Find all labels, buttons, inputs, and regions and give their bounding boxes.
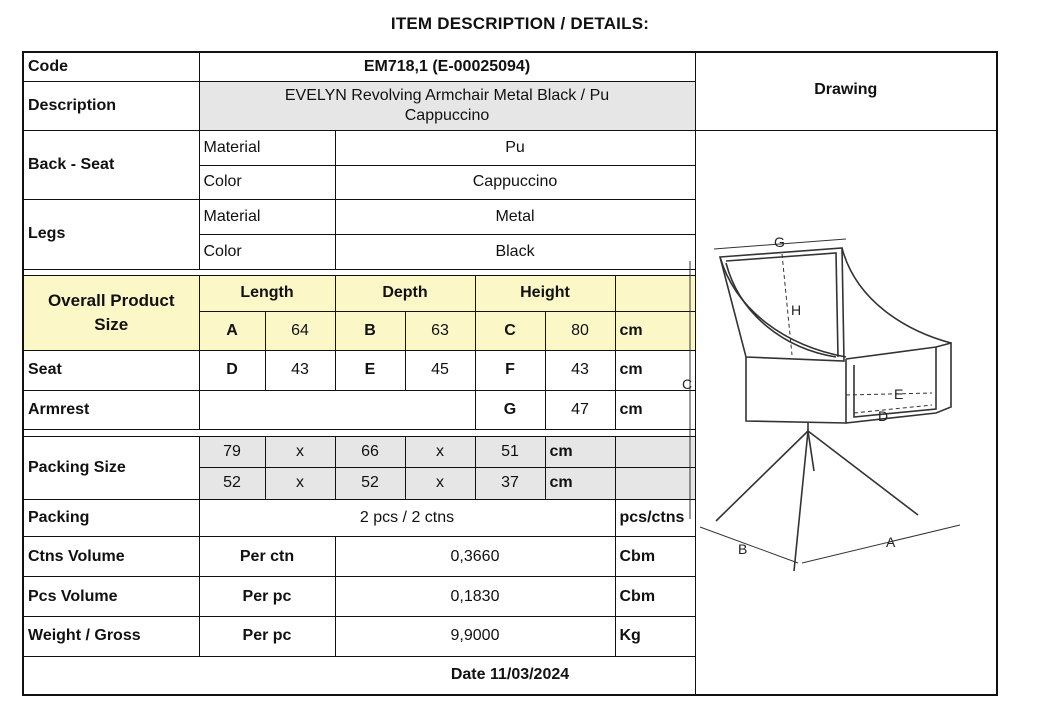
back-seat-material-row [23, 130, 997, 165]
drawing-label-d: D [877, 407, 888, 424]
packing-size-label: Packing Size [23, 436, 199, 499]
dim-g-value: 47 [545, 390, 615, 430]
legs-material-label: Material [199, 200, 335, 235]
dim-b-line [700, 527, 798, 563]
armchair-drawing [681, 131, 998, 661]
back-seat-material-value: Pu [335, 130, 695, 165]
dim-e-value: 45 [405, 351, 475, 391]
code-value: EM718,1 (E-00025094) [199, 52, 695, 82]
armrest-unit: cm [615, 390, 695, 430]
dim-a-line [802, 525, 960, 563]
pack1-x2: x [405, 436, 475, 468]
dim-e-line [846, 393, 932, 395]
drawing-label-a: A [885, 533, 895, 550]
legs-color-value: Black [335, 234, 695, 269]
length-header: Length [199, 275, 335, 312]
dim-a-letter: A [199, 312, 265, 351]
armrest-blank [199, 390, 475, 430]
pack1-blank [615, 436, 695, 468]
ctns-volume-value: 0,3660 [335, 537, 615, 577]
pcs-volume-unit: Cbm [615, 577, 695, 617]
weight-per: Per pc [199, 616, 335, 656]
back-seat-color-value: Cappuccino [335, 165, 695, 200]
weight-unit: Kg [615, 616, 695, 656]
chair-arm-left [720, 257, 846, 357]
pcs-volume-value: 0,1830 [335, 577, 615, 617]
chair-front-side [746, 357, 846, 423]
dim-e-letter: E [335, 351, 405, 391]
item-details-table [22, 51, 998, 696]
seat-label: Seat [23, 351, 199, 391]
pack1-v3: 51 [475, 436, 545, 468]
pack2-x1: x [265, 468, 335, 500]
packing-label: Packing [23, 499, 199, 537]
code-label: Code [23, 52, 199, 82]
drawing-label-b: B [737, 540, 747, 557]
dim-f-letter: F [475, 351, 545, 391]
pcs-volume-label: Pcs Volume [23, 577, 199, 617]
description-line-2: Cappuccino [404, 107, 490, 124]
leg-left [716, 431, 808, 521]
sheet-title: ITEM DESCRIPTION / DETAILS: [390, 14, 650, 33]
dim-c-value: 80 [545, 312, 615, 351]
drawing-label-c: C [681, 375, 692, 392]
pcs-volume-per: Per pc [199, 577, 335, 617]
pack1-v1: 79 [199, 436, 265, 468]
dim-f-value: 43 [545, 351, 615, 391]
legs-label: Legs [23, 200, 199, 269]
dim-d-value: 43 [265, 351, 335, 391]
seat-unit: cm [615, 351, 695, 391]
dim-c-letter: C [475, 312, 545, 351]
description-value [199, 82, 695, 131]
dim-d-line [854, 405, 932, 413]
chair-back-frame [720, 248, 844, 361]
leg-back [808, 431, 814, 471]
legs-color-label: Color [199, 234, 335, 269]
pack2-v2: 52 [335, 468, 405, 500]
dim-g-letter: G [475, 390, 545, 430]
height-header: Height [475, 275, 615, 312]
dim-a-value: 64 [265, 312, 335, 351]
chair-seat-inner [854, 347, 936, 417]
ctns-volume-unit: Cbm [615, 537, 695, 577]
drawing-label: Drawing [695, 52, 997, 130]
legs-material-value: Metal [335, 200, 695, 235]
drawing-area [681, 130, 997, 695]
pack2-x2: x [405, 468, 475, 500]
dim-b-letter: B [335, 312, 405, 351]
dim-d-letter: D [199, 351, 265, 391]
description-line-1: EVELYN Revolving Armchair Metal Black / Pu [284, 87, 610, 104]
packing-unit: pcs/ctns [615, 499, 695, 537]
overall-header-blank [615, 275, 695, 312]
back-seat-color-label: Color [199, 165, 335, 200]
packing-value: 2 pcs / 2 ctns [199, 499, 615, 537]
chair-back-inner [726, 253, 838, 357]
pack2-v1: 52 [199, 468, 265, 500]
armrest-label: Armrest [23, 390, 199, 430]
weight-value: 9,9000 [335, 616, 615, 656]
leg-front [794, 431, 808, 571]
leg-right [808, 431, 918, 515]
pack2-unit: cm [545, 468, 615, 500]
ctns-volume-per: Per ctn [199, 537, 335, 577]
back-seat-label: Back - Seat [23, 130, 199, 199]
overall-size-label-2: Size [94, 314, 129, 334]
pack2-v3: 37 [475, 468, 545, 500]
depth-header: Depth [335, 275, 475, 312]
dim-b-value: 63 [405, 312, 475, 351]
drawing-label-g: G [773, 233, 785, 250]
overall-size-label [23, 275, 199, 350]
drawing-label-e: E [893, 385, 903, 402]
weight-label: Weight / Gross [23, 616, 199, 656]
description-label: Description [23, 82, 199, 131]
pack1-unit: cm [545, 436, 615, 468]
date-row [23, 656, 997, 695]
ctns-volume-label: Ctns Volume [23, 537, 199, 577]
pack1-x1: x [265, 436, 335, 468]
code-row [23, 52, 997, 82]
pack1-v2: 66 [335, 436, 405, 468]
overall-size-label-1: Overall Product [47, 290, 175, 310]
overall-unit: cm [615, 312, 695, 351]
date-value: Date 11/03/2024 [23, 656, 997, 695]
pack2-blank [615, 468, 695, 500]
back-seat-material-label: Material [199, 130, 335, 165]
chair-arm-right [842, 248, 951, 343]
drawing-label-h: H [790, 301, 801, 318]
